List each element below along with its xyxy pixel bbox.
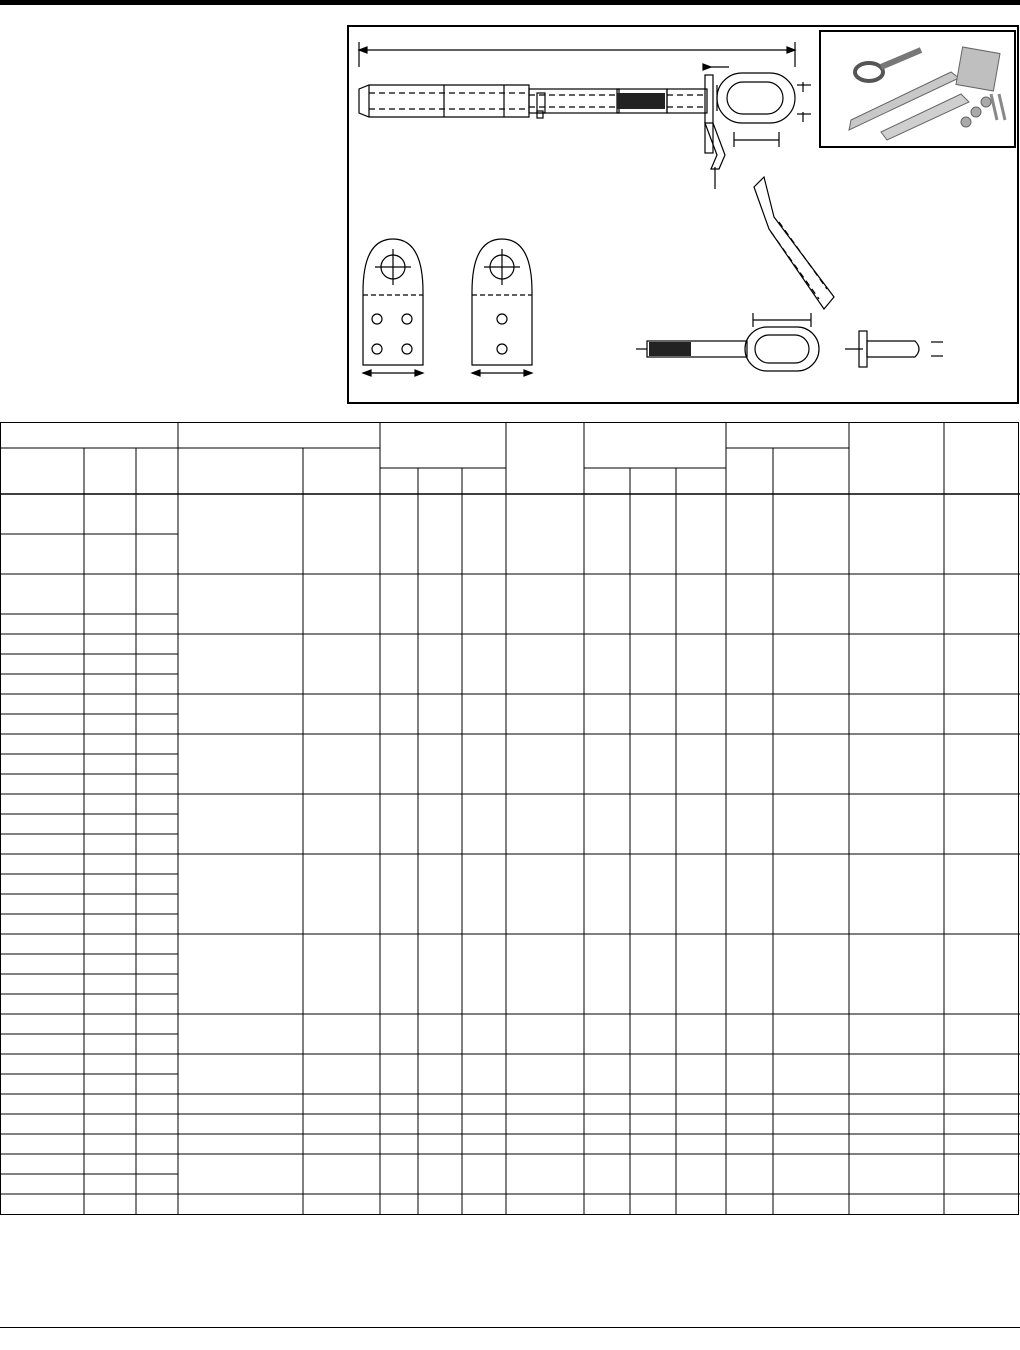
header-rule [0,0,1020,5]
hardware-kit-illustration [821,32,1014,146]
spec-table-lines [0,422,1020,1215]
spec-table-grid [0,422,1020,1215]
product-photo-inset [819,30,1016,148]
product-drawing-panel [347,25,1019,404]
footer-rule [0,1327,1020,1328]
